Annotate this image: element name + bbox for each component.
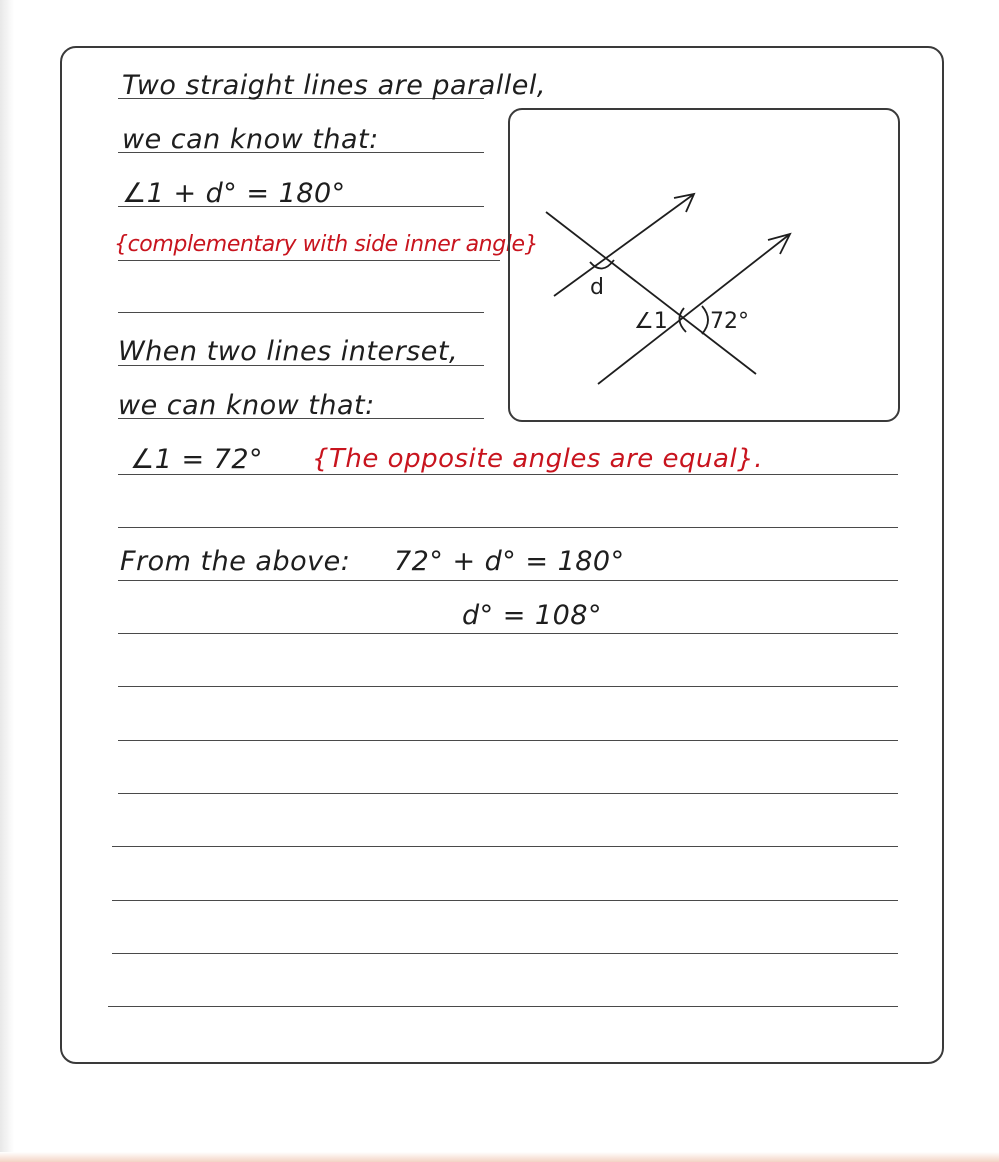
parallel-statement: Two straight lines are parallel, xyxy=(122,70,546,101)
ruled-line xyxy=(118,527,898,528)
equation-angle1-equals-72: ∠1 = 72° xyxy=(130,444,264,475)
page-edge-shadow xyxy=(0,0,14,1162)
ruled-line xyxy=(118,793,898,794)
ruled-line xyxy=(112,953,898,954)
label-angle-1: ∠1 xyxy=(634,309,668,334)
ruled-line xyxy=(118,580,898,581)
ruled-line xyxy=(118,312,484,313)
we-can-know-line-2: we can know that: xyxy=(118,390,375,421)
ruled-line xyxy=(108,1006,898,1007)
ruled-line xyxy=(112,846,898,847)
from-above-label: From the above: xyxy=(120,546,351,577)
label-d: d xyxy=(590,275,604,300)
equation-72-plus-d: 72° + d° = 180° xyxy=(394,546,625,577)
equation-angle1-plus-d: ∠1 + d° = 180° xyxy=(122,178,346,209)
parallel-lines-figure xyxy=(510,110,902,424)
ruled-line xyxy=(118,740,898,741)
reason-complementary: {complementary with side inner angle} xyxy=(114,232,539,257)
figure-box xyxy=(508,108,900,422)
ruled-line xyxy=(118,686,898,687)
parallel-line-2 xyxy=(598,234,790,384)
angle-72-arc xyxy=(702,306,708,334)
parallel-line-1 xyxy=(554,194,694,296)
ruled-line xyxy=(118,633,898,634)
equation-d-equals-108: d° = 108° xyxy=(462,600,602,631)
transversal-line xyxy=(546,212,756,374)
reason-opposite-angles: {The opposite angles are equal}. xyxy=(312,444,763,474)
label-72-degrees: 72° xyxy=(710,309,749,334)
ruled-line xyxy=(112,900,898,901)
bottom-edge xyxy=(0,1152,999,1162)
intersect-statement: When two lines interset, xyxy=(118,336,459,367)
ruled-line xyxy=(118,260,500,261)
we-can-know-line-1: we can know that: xyxy=(122,124,379,155)
